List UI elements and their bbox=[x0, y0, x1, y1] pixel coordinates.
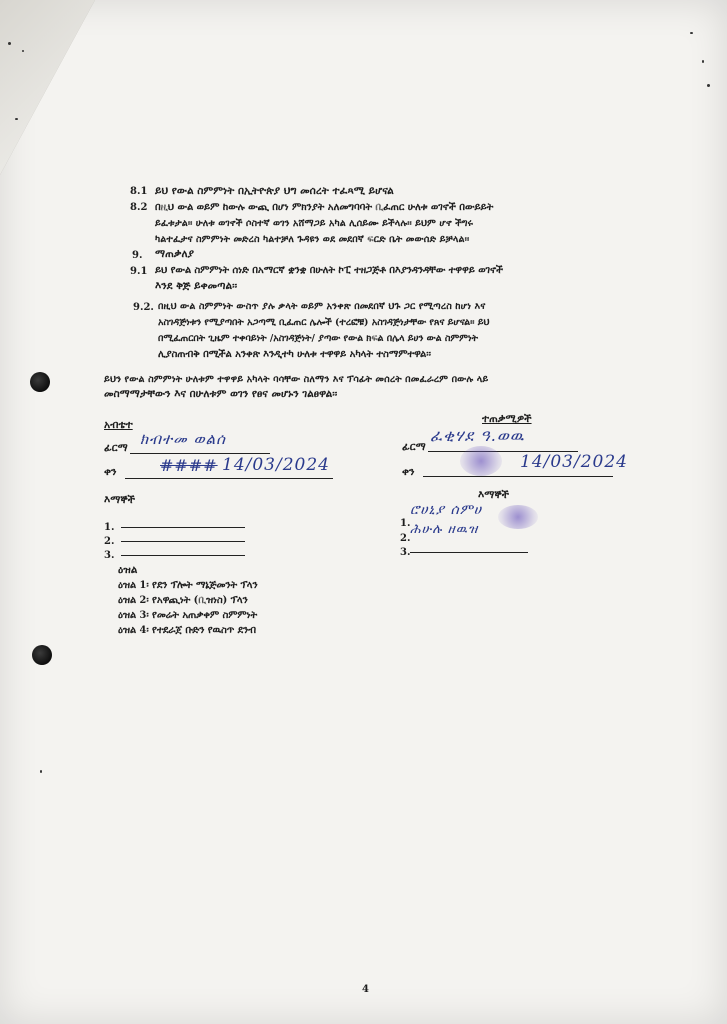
dust-speck bbox=[702, 60, 704, 63]
closing-line-2: መስማማታቸውን እና በሁለቱም ወገን የፀና መሆኑን ገልፀዋል፡፡ bbox=[104, 388, 338, 400]
left-signature-label: ፊርማ bbox=[104, 442, 128, 454]
witness-ink-stamp bbox=[498, 505, 538, 529]
clause-8-2-line-1: በዚህ ውል ወይም ከውሉ ውጪ በሆነ ምክንያት አለመግባባት ቢፈጠር ሁለቱ ወገኖች በውይይት bbox=[155, 202, 494, 213]
clause-8-1-text: ይህ የውል ስምምነት በኢትዮጵያ ህግ መሰረት ተፈጻሚ ይሆናል bbox=[155, 185, 394, 197]
left-date-scribble: #### bbox=[160, 456, 218, 475]
left-witness-3-number: 3. bbox=[104, 550, 115, 561]
right-date-value: 14/03/2024 bbox=[520, 452, 628, 472]
left-witnesses-title: እማኞች bbox=[104, 494, 136, 506]
clause-9-2-line-4: ሊያስጠብቅ በሚችል አንቀጽ እንዲተካ ሁለቱ ተዋዋይ አካላት ተስማምተዋል፡፡ bbox=[158, 349, 431, 360]
right-date-label: ቀን bbox=[402, 466, 415, 478]
clause-9-title: ማጠቃለያ bbox=[155, 248, 195, 260]
dust-speck bbox=[40, 770, 42, 773]
right-date-line bbox=[423, 476, 613, 477]
left-witness-1-line bbox=[121, 527, 245, 528]
dust-speck bbox=[707, 84, 710, 87]
attachment-3: ዕዝል 3፡ የመሬት አጠቃቀም ስምምነት bbox=[118, 610, 258, 621]
closing-line-1: ይህን የውል ስምምነት ሁለቱም ተዋዋይ አካላት ባሳቸው ስለማን እና ፕሳፊት መሰረት በመፈራረም በውሉ ላይ bbox=[104, 374, 489, 385]
left-date-line bbox=[125, 478, 333, 479]
left-witness-1-number: 1. bbox=[104, 522, 115, 533]
left-party-title: አብቴተ bbox=[104, 419, 133, 431]
clause-9-1-line-2: እንደ ቅጅ ይቀመጣል፡፡ bbox=[155, 280, 238, 292]
right-party-title: ተጠቃሚዎች bbox=[482, 413, 532, 425]
ink-stamp bbox=[460, 446, 502, 476]
dust-speck bbox=[690, 32, 693, 34]
left-witness-2-line bbox=[121, 541, 245, 542]
right-signature: ፈቂሃደ ዓ.ወዉ bbox=[430, 426, 525, 445]
right-witness-2-number: 2. bbox=[400, 533, 411, 544]
attachment-2: ዕዝል 2፡ የአዋጪነት (ቢዝነስ) ፕላን bbox=[118, 595, 248, 606]
clause-8-2-line-3: ካልተፈታና ስምምነት መድረስ ካልተቻለ ጉዳዩን ወደ መደበኛ ፍርድ ቤት መውሰድ ይቻላል፡፡ bbox=[155, 234, 470, 245]
clause-8-2-line-2: ይፈቱታል፡፡ ሁለቱ ወገኖች ሶስተኛ ወገን አሸማጋይ አካል ሊሰይሙ ይችላሉ፡፡ ይህም ሆኖ ችግሩ bbox=[155, 218, 473, 229]
right-witness-1-number: 1. bbox=[400, 518, 411, 529]
clause-9-1-number: 9.1 bbox=[130, 266, 148, 277]
clause-9-2-line-1: በዚህ ውል ስምምነት ውስጥ ያሉ ቃላት ወይም አንቀጽ በመደበኛ ህጉ ጋር የሚጣረስ ከሆነ እና bbox=[158, 301, 486, 312]
attachment-1: ዕዝል 1፡ የደን ፕሎት ማኔጅመንት ፕላን bbox=[118, 580, 258, 591]
clause-8-1-number: 8.1 bbox=[130, 186, 148, 197]
clause-9-number: 9. bbox=[132, 250, 143, 261]
left-witness-3-line bbox=[121, 555, 245, 556]
left-date-label: ቀን bbox=[104, 466, 117, 478]
clause-9-2-number: 9.2. bbox=[133, 302, 154, 313]
dust-speck bbox=[22, 50, 24, 52]
right-witnesses-title: እማኞች bbox=[478, 489, 510, 501]
right-witness-1-signature: ሮሀኒያ ሰምሀ bbox=[410, 502, 483, 518]
left-signature-line bbox=[130, 453, 270, 454]
page-number: 4 bbox=[362, 984, 369, 995]
left-witness-2-number: 2. bbox=[104, 536, 115, 547]
attachments-title: ዕዝል bbox=[118, 564, 138, 576]
right-witness-3-line bbox=[410, 552, 528, 553]
dust-speck bbox=[8, 42, 11, 45]
clause-9-2-line-3: በሚፈጠርበት ጊዜም ተቀባይነት /አስገዳጅነት/ ያጣው የውል ክፍል በሌላ ይሀን ውል ስምምነት bbox=[158, 333, 478, 344]
left-signature: ክብተመ ወልሰ bbox=[140, 430, 226, 448]
clause-8-2-number: 8.2 bbox=[130, 202, 148, 213]
clause-9-2-line-2: አስገዳጅነቱን የሚያጣበት አጋጣሚ ቢፈጠር ሌሎች (ተረፎቹ) አስገዳጅነታቸው የጸና ይሆናል፡፡ ይህ bbox=[158, 317, 490, 328]
clause-9-1-line-1: ይህ የውል ስምምነት ሰነድ በአማርኛ ቋንቋ በሁለት ኮፒ ተዘጋጅቶ በእያንዳንዳቸው ተዋዋይ ወገኖች bbox=[155, 265, 503, 276]
dust-speck bbox=[15, 118, 18, 120]
punch-hole-bottom bbox=[32, 645, 52, 665]
right-signature-label: ፊርማ bbox=[402, 441, 426, 453]
right-witness-2-signature: ሕሁሉ ዘዉዝ bbox=[410, 522, 479, 537]
attachment-4: ዕዝል 4፡ የተደራጀ ቡድን የዉስጥ ደንብ bbox=[118, 625, 256, 636]
right-witness-3-number: 3. bbox=[400, 547, 411, 558]
punch-hole-top bbox=[30, 372, 50, 392]
left-date-value: 14/03/2024 bbox=[222, 455, 330, 475]
